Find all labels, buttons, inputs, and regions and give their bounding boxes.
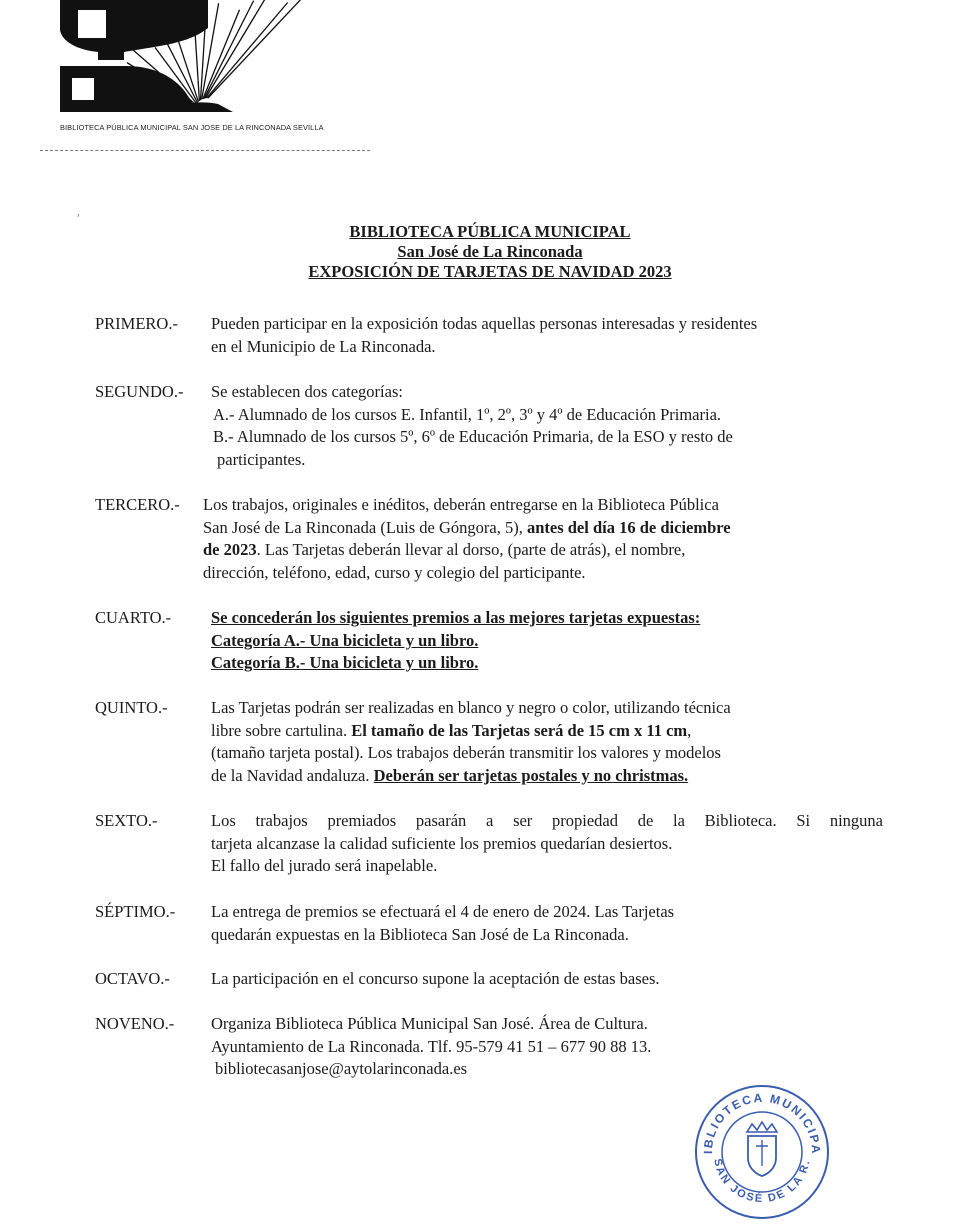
clause-line: Los trabajos, originales e inéditos, deberán entregarse en la Biblioteca Pública (203, 495, 719, 514)
clause-label: TERCERO.- (95, 495, 180, 514)
logo-ray (203, 10, 240, 99)
logo-ray (207, 2, 288, 98)
prizes-intro: Se concederán los siguientes premios a las mejores tarjetas expuestas: (211, 608, 701, 627)
clause-line: (tamaño tarjeta postal). Los trabajos deberán transmitir los valores y modelos (211, 743, 721, 762)
clause-text: libre sobre cartulina. (211, 720, 352, 740)
clause-text: . Las Tarjetas deberán llevar al dorso, (parte de atrás), el nombre, (256, 540, 686, 559)
clause-label: SEXTO.- (95, 811, 158, 830)
stamp-top-text: IBLIOTECA MUNICIPA (700, 1090, 824, 1156)
stamp-bottom-text: SAN JOSÉ DE LA R. (711, 1157, 813, 1206)
clause-line: Los trabajos premiados pasarán a ser propiedad de la Biblioteca. Si ninguna (211, 811, 883, 830)
svg-text:BIBLIOTECA MUNICIPAL (690, 1080, 823, 1155)
clause-line: El fallo del jurado será inapelable. (211, 856, 438, 875)
category-b-line: B.- Alumnado de los cursos 5º, 6º de Educación Primaria, de la ESO y resto de (213, 427, 733, 446)
clause-text: , (687, 720, 692, 740)
library-seal-stamp-icon (690, 1080, 830, 1220)
logo-ray (195, 25, 200, 101)
address-text: San José de La Rinconada (Luis de Góngora, 5), (203, 517, 527, 537)
card-size-text: El tamaño de las Tarjetas será de 15 cm x 11 cm (351, 720, 688, 740)
postcard-requirement: Deberán ser tarjetas postales y no christmas. (373, 765, 689, 785)
clause-line: participantes. (217, 449, 306, 469)
deadline-year: de 2023 (203, 540, 257, 559)
clause-line: La entrega de premios se efectuará el 4 de enero de 2024. Las Tarjetas (211, 902, 675, 921)
clause-line: dirección, teléfono, edad, curso y colegio del participante. (203, 562, 586, 582)
contact-phone-line: Ayuntamiento de La Rinconada. Tlf. 95-579 41 51 – 677 90 88 13. (211, 1036, 652, 1056)
clause-line: Las Tarjetas podrán ser realizadas en blanco y negro o color, utilizando técnica (211, 698, 731, 717)
clause-line: Pueden participar en la exposición todas aquellas personas interesadas y residentes (211, 314, 758, 333)
clause-label: SEGUNDO.- (95, 382, 184, 401)
clause-label: NOVENO.- (95, 1014, 175, 1033)
clause-line: La participación en el concurso supone la aceptación de estas bases. (211, 969, 660, 988)
clause-label: CUARTO.- (95, 608, 172, 627)
clause-line: Se establecen dos categorías: (211, 382, 403, 401)
clause-label: OCTAVO.- (95, 969, 170, 988)
letterhead-divider (40, 150, 370, 151)
clause-text: de la Navidad andaluza. (211, 765, 374, 785)
clause-line: quedarán expuestas en la Biblioteca San José de La Rinconada. (211, 924, 629, 944)
clause-line: en el Municipio de La Rinconada. (211, 336, 436, 356)
margin-mark: ʾ (76, 213, 81, 228)
clause-label: QUINTO.- (95, 698, 168, 717)
prize-category-b: Categoría B.- Una bicicleta y un libro. (211, 653, 479, 672)
logo-ray (204, 1, 254, 99)
heading-line-3: EXPOSICIÓN DE TARJETAS DE NAVIDAD 2023 (308, 262, 672, 281)
contact-email: bibliotecasanjose@aytolarinconada.es (215, 1059, 468, 1078)
prize-category-a: Categoría A.- Una bicicleta y un libro. (211, 630, 479, 650)
clause-line: Organiza Biblioteca Pública Municipal San José. Área de Cultura. (211, 1014, 648, 1033)
heading-line-2: San José de La Rinconada (397, 242, 583, 261)
logo-caption: BIBLIOTECA PÚBLICA MUNICIPAL SAN JOSE DE LA RINCONADA SEVILLA (60, 123, 324, 132)
document-heading (0, 222, 960, 282)
clause-label: SÉPTIMO.- (95, 902, 176, 921)
category-a-line: A.- Alumnado de los cursos E. Infantil, 1º, 2º, 3º y 4º de Educación Primaria. (213, 404, 722, 424)
heading-line-1: BIBLIOTECA PÚBLICA MUNICIPAL (349, 222, 631, 241)
clause-line: tarjeta alcanzase la calidad suficiente los premios quedarían desiertos. (211, 833, 673, 853)
deadline-text: antes del día 16 de diciembre (526, 517, 731, 537)
clause-label: PRIMERO.- (95, 314, 178, 333)
